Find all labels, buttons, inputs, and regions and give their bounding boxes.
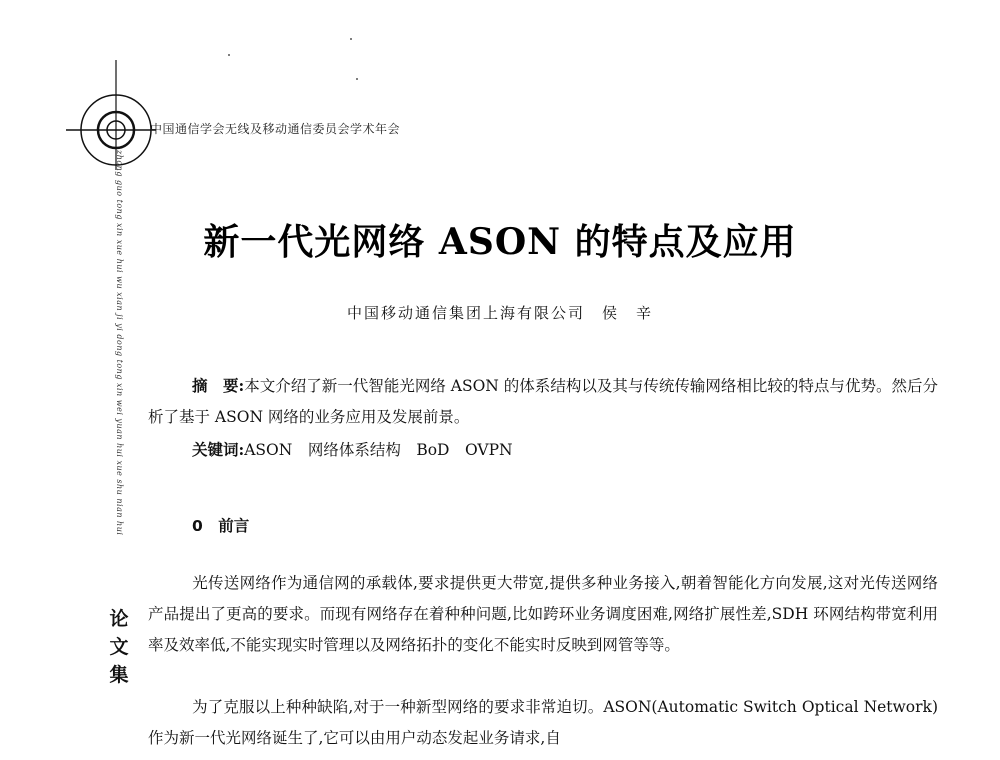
conference-header: 中国通信学会无线及移动通信委员会学术年会 <box>150 122 401 136</box>
scan-speck <box>228 54 230 56</box>
section-heading: 0 前言 <box>192 517 250 535</box>
keywords-text: ASON 网络体系结构 BoD OVPN <box>244 441 513 459</box>
paper-title: 新一代光网络 ASON 的特点及应用 <box>203 221 797 263</box>
body-paragraph <box>148 692 938 754</box>
abstract <box>148 370 938 433</box>
scan-speck <box>350 38 352 40</box>
keywords-label: 关键词: <box>192 440 245 459</box>
side-pinyin-text: zhong guo tong xin xue hui wu xian ji yi dong tong xin wei yuan hui xue shu nian hui <box>115 150 124 536</box>
body-paragraph <box>148 568 938 661</box>
abstract-text: 本文介绍了新一代智能光网络 ASON 的体系结构以及其与传统传输网络相比较的特点与优势。然后分析了基于 ASON 网络的业务应用及发展前景。 <box>148 377 938 426</box>
body-paragraph-1-text: 光传送网络作为通信网的承载体,要求提供更大带宽,提供多种业务接入,朝着智能化方向发展,这对光传送网络产品提出了更高的要求。而现有网络存在着种种问题,比如跨环业务调度困难,网络扩展性差,SDH 环网结构带宽利用率及效率低,不能实现实时管理以及网络拓扑的变化不能实时反映到网管等等。 <box>148 574 938 654</box>
crosshair-logo-icon <box>66 60 156 170</box>
scan-speck <box>356 78 358 80</box>
side-collection-label: 论文集 <box>109 608 129 686</box>
body-paragraph-2-text: 为了克服以上种种缺陷,对于一种新型网络的要求非常迫切。ASON(Automatic Switch Optical Network)作为新一代光网络诞生了,它可以由用户动态发起业务请求,自 <box>148 698 938 747</box>
author-affiliation: 中国移动通信集团上海有限公司 侯 辛 <box>346 304 653 322</box>
keywords <box>192 434 513 466</box>
abstract-label: 摘 要: <box>192 376 245 395</box>
